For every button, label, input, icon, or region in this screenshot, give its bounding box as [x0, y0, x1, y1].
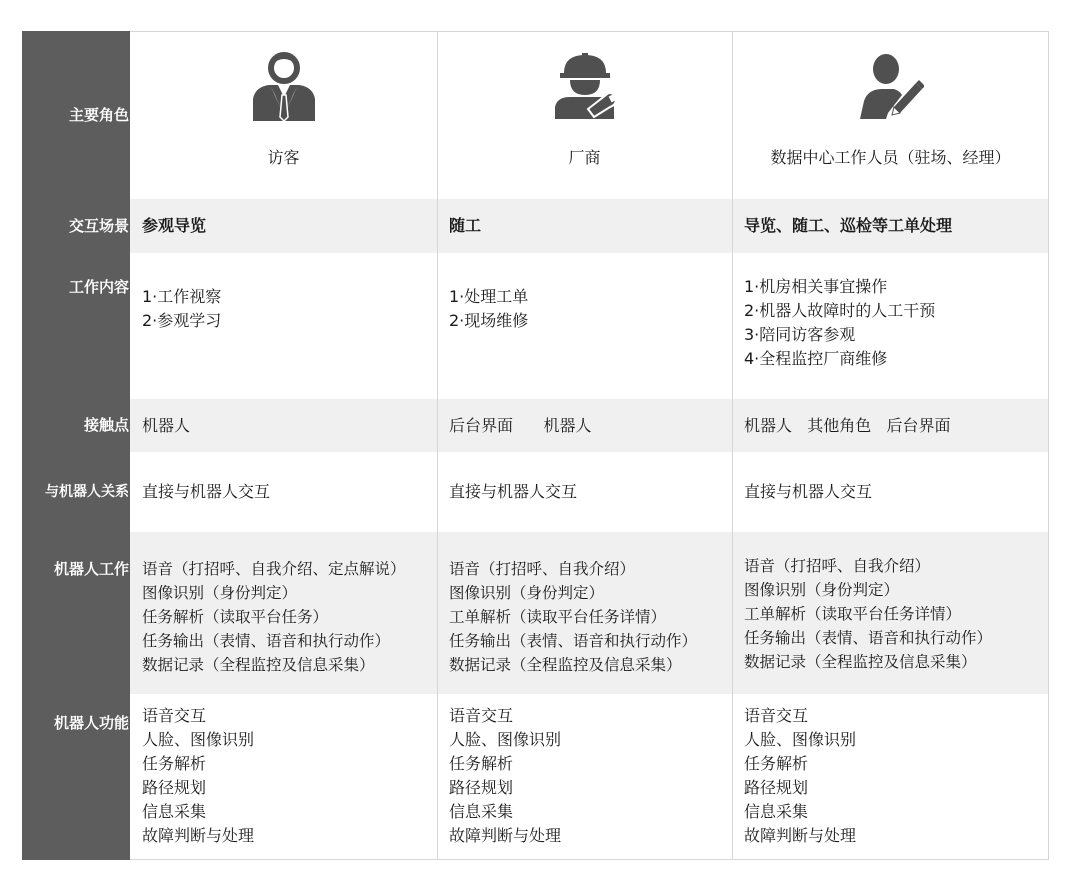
row-header-scene: 交互场景: [22, 199, 130, 253]
touch-cell-vendor: 后台界面 机器人: [437, 399, 732, 452]
row-header-robot-func: 机器人功能: [22, 694, 130, 860]
table-bottom-border: [130, 859, 1049, 860]
row-header-role: 主要角色: [22, 31, 130, 199]
role-header-visitor: [130, 31, 437, 199]
worker-with-wrench-icon: [552, 51, 618, 121]
role-header-vendor: [437, 31, 732, 199]
work-cell-vendor: 1·处理工单 2·现场维修: [437, 253, 732, 399]
work-cell-visitor: 1·工作视察 2·参观学习: [130, 253, 437, 399]
robot-work-cell-staff: 语音（打招呼、自我介绍） 图像识别（身份判定） 工单解析（读取平台任务详情） 任务输出（表情、语音和执行动作） 数据记录（全程监控及信息采集）: [732, 532, 1049, 694]
role-comparison-table: [22, 31, 1049, 860]
scene-cell-visitor: 参观导览: [130, 199, 437, 253]
touch-cell-staff: 机器人 其他角色 后台界面: [732, 399, 1049, 452]
scene-cell-staff: 导览、随工、巡检等工单处理: [732, 199, 1049, 253]
column-divider: [437, 31, 438, 860]
table-top-border: [130, 31, 1049, 32]
row-header-work: 工作内容: [22, 253, 130, 399]
row-header-touch: 接触点: [22, 399, 130, 452]
person-with-pencil-icon: [858, 51, 924, 121]
robot-work-cell-visitor: 语音（打招呼、自我介绍、定点解说） 图像识别（身份判定） 任务解析（读取平台任务） 任务输出（表情、语音和执行动作） 数据记录（全程监控及信息采集）: [130, 532, 437, 694]
robot-func-cell-staff: 语音交互 人脸、图像识别 任务解析 路径规划 信息采集 故障判断与处理: [732, 694, 1049, 860]
column-divider: [732, 31, 733, 860]
work-cell-staff: 1·机房相关事宜操作 2·机器人故障时的人工干预 3·陪同访客参观 4·全程监控厂商维修: [732, 253, 1049, 399]
relation-cell-vendor: 直接与机器人交互: [437, 452, 732, 532]
role-name-vendor: 厂商: [568, 148, 601, 167]
robot-func-cell-vendor: 语音交互 人脸、图像识别 任务解析 路径规划 信息采集 故障判断与处理: [437, 694, 732, 860]
row-header-robot-work: 机器人工作: [22, 532, 130, 694]
role-header-staff: [732, 31, 1049, 199]
robot-func-cell-visitor: 语音交互 人脸、图像识别 任务解析 路径规划 信息采集 故障判断与处理: [130, 694, 437, 860]
row-header-relation: 与机器人关系: [22, 452, 130, 532]
role-name-staff: 数据中心工作人员（驻场、经理）: [770, 148, 1011, 167]
scene-cell-vendor: 随工: [437, 199, 732, 253]
robot-work-cell-vendor: 语音（打招呼、自我介绍） 图像识别（身份判定） 工单解析（读取平台任务详情） 任务输出（表情、语音和执行动作） 数据记录（全程监控及信息采集）: [437, 532, 732, 694]
table-right-border: [1048, 31, 1049, 860]
business-person-icon: [249, 51, 319, 123]
relation-cell-visitor: 直接与机器人交互: [130, 452, 437, 532]
role-name-visitor: 访客: [267, 148, 300, 167]
relation-cell-staff: 直接与机器人交互: [732, 452, 1049, 532]
touch-cell-visitor: 机器人: [130, 399, 437, 452]
